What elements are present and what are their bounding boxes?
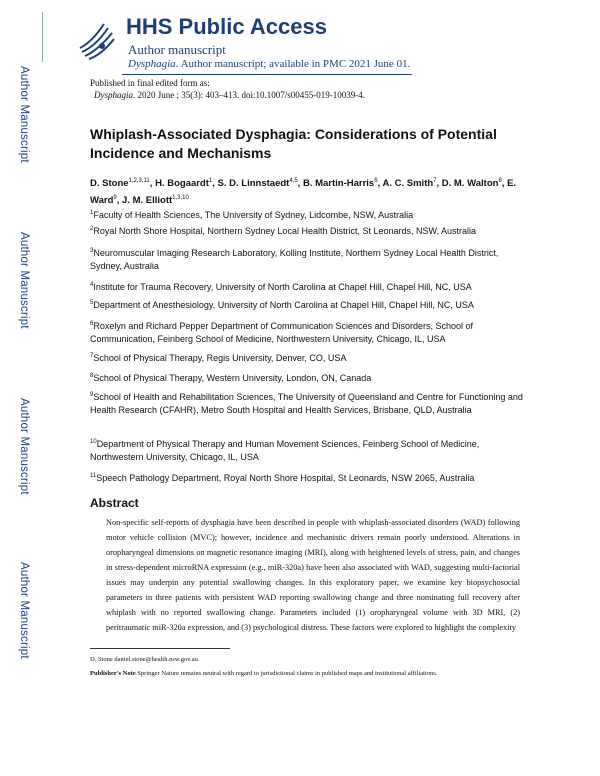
- affiliation-text: Faculty of Health Sciences, The University of Sydney, Lidcombe, NSW, Australia: [93, 210, 414, 220]
- contact-footnote: D. Stone daniel.stone@health.nsw.gov.au.: [90, 656, 200, 663]
- affiliation-text: Royal North Shore Hospital, Northern Sydney Local Health District, St Leonards, NSW, Australia: [93, 226, 477, 236]
- author: [383, 178, 437, 189]
- author: [218, 178, 298, 189]
- affiliation-text: Speech Pathology Department, Royal North Shore Hospital, St Leonards, NSW 2065, Australia: [96, 473, 475, 483]
- header-availability: [128, 58, 410, 70]
- affiliation: [90, 318, 530, 346]
- author-affiliation-ref: 4,5: [289, 178, 298, 184]
- affiliation: [90, 470, 530, 485]
- affiliation: [90, 389, 530, 417]
- publication-info: [90, 77, 365, 101]
- affiliation: [90, 436, 530, 464]
- affiliation: [90, 245, 530, 273]
- affiliation-text: School of Physical Therapy, Regis University, Denver, CO, USA: [93, 353, 347, 363]
- affiliation: [90, 297, 530, 312]
- affiliation-number: 11: [90, 473, 97, 479]
- author-affiliation-ref: 1,3,10: [172, 195, 189, 202]
- affiliation-text: Department of Physical Therapy and Human Movement Sciences, Feinberg School of Medicine, Northwestern University, Chicago, IL, USA: [90, 439, 480, 462]
- affiliation-number: 5: [90, 300, 94, 306]
- author: [303, 178, 378, 189]
- author-affiliation-ref: 1,2,3,11: [128, 178, 150, 184]
- affiliation-text: Roxelyn and Richard Pepper Department of Communication Sciences and Disorders, School of Communication, Feinberg School of Medicine, Northwestern University, Chicago, IL, USA: [90, 321, 474, 344]
- affiliation-text: Department of Anesthesiology, University of North Carolina at Chapel Hill, Chapel Hill, NC, USA: [93, 300, 474, 310]
- author-affiliation-ref: 6: [374, 178, 378, 184]
- citation: [90, 89, 365, 101]
- header-subtitle: Author manuscript: [128, 42, 226, 57]
- sidebar-label: Author Manuscript: [18, 398, 30, 495]
- abstract-heading: Abstract: [90, 496, 139, 510]
- author-name: J. M. Elliott: [122, 195, 173, 207]
- author-list: D. Stone$^{1,2,3,11}$, H. Bogaardt$^1$, S. D. Linnstaedt$^{4,5}$, B. Martin-Harris$^6$, A. C. Smith$^7$, D. M. Walton$^8$, E. Ward$^9$, J. M. Elliott$^{1,3,10}$: [90, 178, 517, 207]
- citation-journal: Dysphagia: [94, 90, 133, 100]
- affiliation: [90, 207, 530, 222]
- affiliation-number: 7: [90, 353, 94, 359]
- affiliation-text: Neuromuscular Imaging Research Laboratory, Kolling Institute, Northern Sydney Local Health District, Sydney, Australia: [90, 248, 499, 271]
- hhs-eagle-icon: [74, 18, 118, 62]
- abstract-text: Non-specific self-reports of dysphagia have been described in people with whiplash-associated disorders (WAD) following motor vehicle collision (MVC); however, incidence and mechanistic drivers remain poorly understood. Alterations in oropharyngeal dimensions on magnetic resonance imaging (MRI), along with heightened levels of stress, pain, and changes in stress-dependent microRNA expression (e.g., miR-320a) have been also associated with WAD, suggesting multi-factorial issues may underpin any potential swallowing changes. In this exploratory paper, we examine key biopsychosocial parameters in three patients with persistent WAD reporting swallowing change and three nominating full recovery after whiplash with no reported swallowing change. Parameters included (1) oropharyngeal volume with 3D MRI, (2) peritraumatic miR-320a expression, and (3) psychological distress. These factors were explored to highlight the complexity: [106, 518, 520, 632]
- sidebar: [0, 0, 44, 776]
- affiliation-number: 8: [90, 373, 94, 379]
- author-name: B. Martin-Harris: [302, 178, 375, 190]
- affiliation-text: Institute for Trauma Recovery, University of North Carolina at Chapel Hill, Chapel Hill, NC, USA: [93, 282, 472, 292]
- publisher-note-label: Publisher's Note: [90, 670, 136, 677]
- author-name: D. M. Walton: [441, 178, 499, 190]
- author-name: S. D. Linnstaedt: [217, 178, 290, 190]
- affiliation-number: 9: [90, 392, 94, 398]
- author-affiliation-ref: 8: [498, 178, 502, 184]
- footnote-rule: [90, 648, 230, 649]
- paper-title: Whiplash-Associated Dysphagia: Considerations of Potential Incidence and Mechanisms: [90, 126, 497, 161]
- author-affiliation-ref: 9: [113, 195, 117, 202]
- author: [122, 195, 189, 206]
- affiliation: [90, 279, 530, 294]
- author-name: A. C. Smith: [382, 178, 434, 190]
- affiliation-number: 2: [90, 226, 94, 232]
- affiliation: [90, 223, 530, 238]
- author-affiliation-ref: 7: [433, 178, 437, 184]
- sidebar-label: Author Manuscript: [18, 66, 30, 163]
- author-name: D. Stone: [90, 178, 129, 190]
- author: [155, 178, 212, 189]
- author: [90, 178, 150, 189]
- affiliation-text: School of Physical Therapy, Western University, London, ON, Canada: [93, 373, 372, 383]
- sidebar-label: Author Manuscript: [18, 562, 30, 659]
- divider: [42, 12, 43, 62]
- sidebar-label: Author Manuscript: [18, 232, 30, 329]
- author: [442, 178, 502, 189]
- affiliation: [90, 350, 530, 365]
- publication-line: Published in final edited form as:: [90, 78, 210, 88]
- author-name: H. Bogaardt: [155, 178, 209, 190]
- affiliation-number: 1: [90, 210, 94, 216]
- publisher-note: [90, 670, 437, 677]
- affiliation: [90, 370, 530, 385]
- affiliation-number: 4: [90, 282, 94, 288]
- author-affiliation-ref: 1: [208, 178, 213, 184]
- publisher-note-text: Springer Nature remains neutral with regard to jurisdictional claims in published maps and institutional affiliations.: [135, 670, 438, 677]
- affiliation-text: School of Health and Rehabilitation Sciences, The University of Queensland and Centre for Functioning and Health Research (CFAHR), Metro South Hospital and Health Services, Brisbane, QLD, Australia: [90, 392, 523, 415]
- availability-text: . Author manuscript; available in PMC 2021 June 01.: [175, 58, 411, 70]
- affiliation-number: 6: [90, 321, 94, 327]
- affiliation-number: 3: [90, 248, 94, 254]
- author-name: E. Ward: [90, 178, 517, 207]
- citation-text: . 2020 June ; 35(3): 403–413. doi:10.1007/s00455-019-10039-4.: [133, 90, 365, 100]
- journal-name: Dysphagia: [128, 58, 176, 70]
- affiliation-number: 10: [90, 439, 97, 445]
- header-title: HHS Public Access: [126, 14, 327, 39]
- header-rule: [122, 74, 412, 75]
